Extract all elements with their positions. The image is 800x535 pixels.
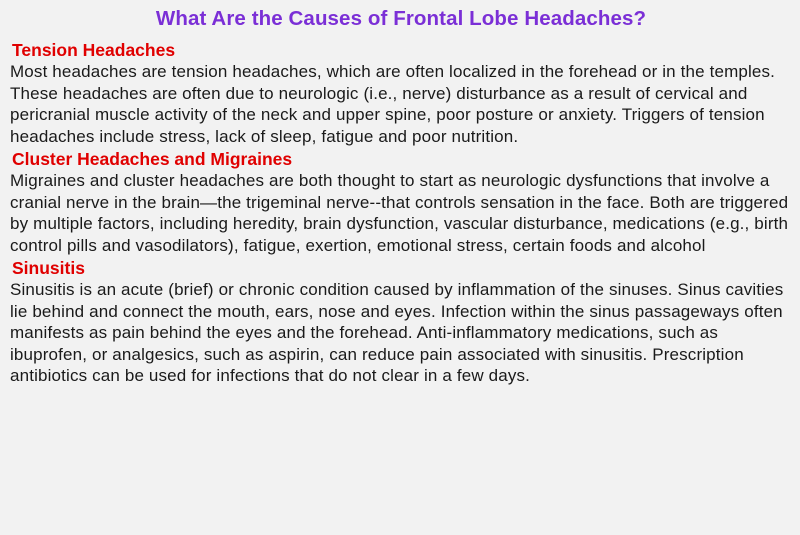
section-body: Sinusitis is an acute (brief) or chronic condition caused by inflammation of the sinuses. Sinus cavities lie behind and connect the mouth, ears, nose and eyes. Infection within the sinus passageways often manifests as pain behind the eyes and the forehead. Anti-inflammatory medications, such as ibuprofen, or analgesics, such as aspirin, can reduce pain associated with sinusitis. Prescription antibiotics can be used for infections that do not clear in a few days. <box>10 280 784 385</box>
section-cluster-headaches-migraines <box>10 148 792 256</box>
section-sinusitis <box>10 257 792 387</box>
section-heading: Cluster Headaches and Migraines <box>12 149 293 169</box>
section-body: Most headaches are tension headaches, which are often localized in the forehead or in the temples. These headaches are often due to neurologic (i.e., nerve) disturbance as a result of cervical and pericranial muscle activity of the neck and upper spine, poor posture or anxiety. Triggers of tension headaches include stress, lack of sleep, fatigue and poor nutrition. <box>10 62 776 146</box>
section-body: Migraines and cluster headaches are both thought to start as neurologic dysfunctions that involve a cranial nerve in the brain—the trigeminal nerve--that controls sensation in the face. Both are triggered by multiple factors, including heredity, brain dysfunction, vascular disturbance, medications (e.g., birth control pills and vasodilators), fatigue, exertion, emotional stress, certain foods and alcohol <box>10 171 789 255</box>
section-heading: Sinusitis <box>12 258 85 278</box>
page-title: What Are the Causes of Frontal Lobe Headaches? <box>155 7 647 30</box>
section-heading: Tension Headaches <box>12 40 176 60</box>
section-tension-headaches <box>10 39 792 147</box>
